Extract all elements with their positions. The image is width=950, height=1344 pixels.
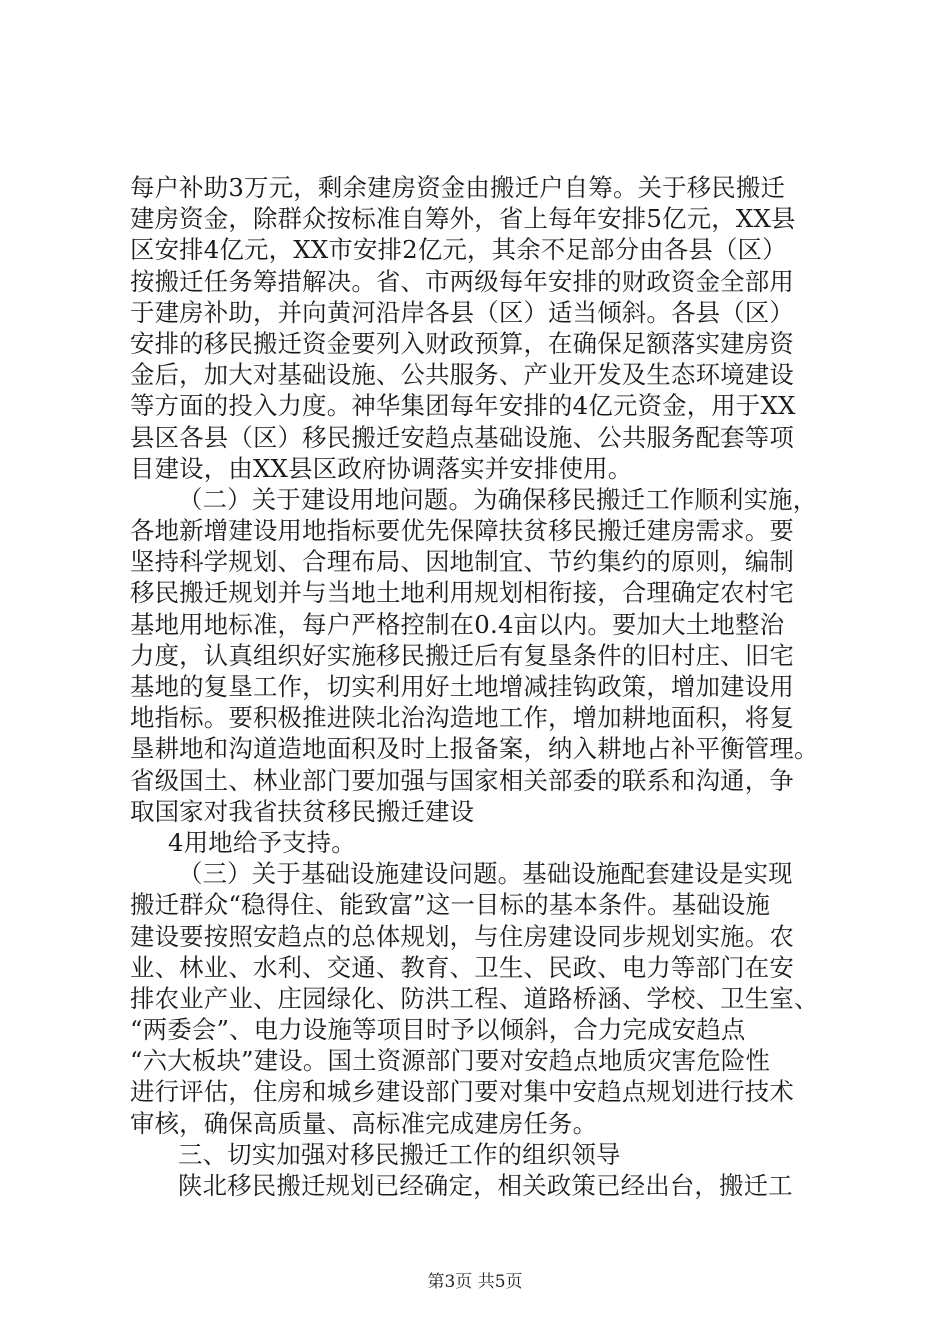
text-line: 基地用地标准，每户严格控制在0.4亩以内。要加大土地整治: [130, 609, 785, 639]
text-line: 建设要按照安趋点的总体规划，与住房建设同步规划实施。农: [130, 921, 794, 951]
text-line: 县区各县（区）移民搬迁安趋点基础设施、公共服务配套等项: [130, 422, 794, 452]
text-line: 力度，认真组织好实施移民搬迁后有复垦条件的旧村庄、旧宅: [130, 640, 794, 670]
text-line: 安排的移民搬迁资金要列入财政预算，在确保足额落实建房资: [130, 328, 794, 358]
text-line: 移民搬迁规划并与当地土地利用规划相衔接，合理确定农村宅: [130, 578, 794, 608]
text-line: “两委会”、电力设施等项目时予以倾斜，合力完成安趋点: [130, 1015, 746, 1045]
text-line: 三、切实加强对移民搬迁工作的组织领导: [178, 1139, 621, 1169]
text-line: 地指标。要积极推进陕北治沟造地工作，增加耕地面积，将复: [130, 703, 794, 733]
text-line: 建房资金，除群众按标准自筹外，省上每年安排5亿元，XX县: [130, 204, 796, 234]
text-line: 取国家对我省扶贫移民搬迁建设: [130, 796, 475, 826]
text-line: 搬迁群众“稳得住、能致富”这一目标的基本条件。基础设施: [130, 890, 771, 920]
text-line: 等方面的投入力度。神华集团每年安排的4亿元资金，用于XX: [130, 391, 796, 421]
text-line: （二）关于建设用地问题。为确保移民搬迁工作顺利实施，: [178, 484, 818, 514]
text-line: 基地的复垦工作，切实利用好土地增减挂钩政策，增加建设用: [130, 672, 794, 701]
text-line: 区安排4亿元，XX市安排2亿元，其余不足部分由各县（区）: [130, 235, 787, 265]
text-line: “六大板块”建设。国土资源部门要对安趋点地质灾害危险性: [130, 1046, 771, 1076]
text-line: 进行评估，住房和城乡建设部门要对集中安趋点规划进行技术: [130, 1077, 794, 1107]
text-line: 坚持科学规划、合理布局、因地制宜、节约集约的原则，编制: [130, 547, 794, 577]
document-body: [130, 172, 830, 1201]
text-line: 于建房补助，并向黄河沿岸各县（区）适当倾斜。各县（区）: [130, 297, 794, 327]
text-line: 排农业产业、庄园绿化、防洪工程、道路桥涵、学校、卫生室、: [130, 983, 819, 1013]
text-line: 省级国土、林业部门要加强与国家相关部委的联系和沟通，争: [130, 765, 794, 795]
text-line: 每户补助3万元，剩余建房资金由搬迁户自筹。关于移民搬迁: [130, 173, 786, 202]
text-line: （三）关于基础设施建设问题。基础设施配套建设是实现: [178, 859, 793, 889]
text-line: 陕北移民搬迁规划已经确定，相关政策已经出台，搬迁工: [178, 1171, 793, 1200]
text-line: 各地新增建设用地指标要优先保障扶贫移民搬迁建房需求。要: [130, 516, 794, 546]
text-line: 垦耕地和沟道造地面积及时上报备案，纳入耕地占补平衡管理。: [130, 734, 819, 764]
text-line: 目建设，由XX县区政府协调落实并安排使用。: [130, 453, 633, 483]
text-line: 业、林业、水利、交通、教育、卫生、民政、电力等部门在安: [130, 952, 794, 982]
text-line: 审核，确保高质量、高标准完成建房任务。: [130, 1108, 598, 1138]
page-footer: 第3页 共5页: [427, 1272, 523, 1292]
text-line: 按搬迁任务筹措解决。省、市两级每年安排的财政资金全部用: [130, 266, 794, 296]
text-line: 4用地给予支持。: [168, 827, 356, 857]
text-line: 金后，加大对基础设施、公共服务、产业开发及生态环境建设: [130, 360, 794, 390]
